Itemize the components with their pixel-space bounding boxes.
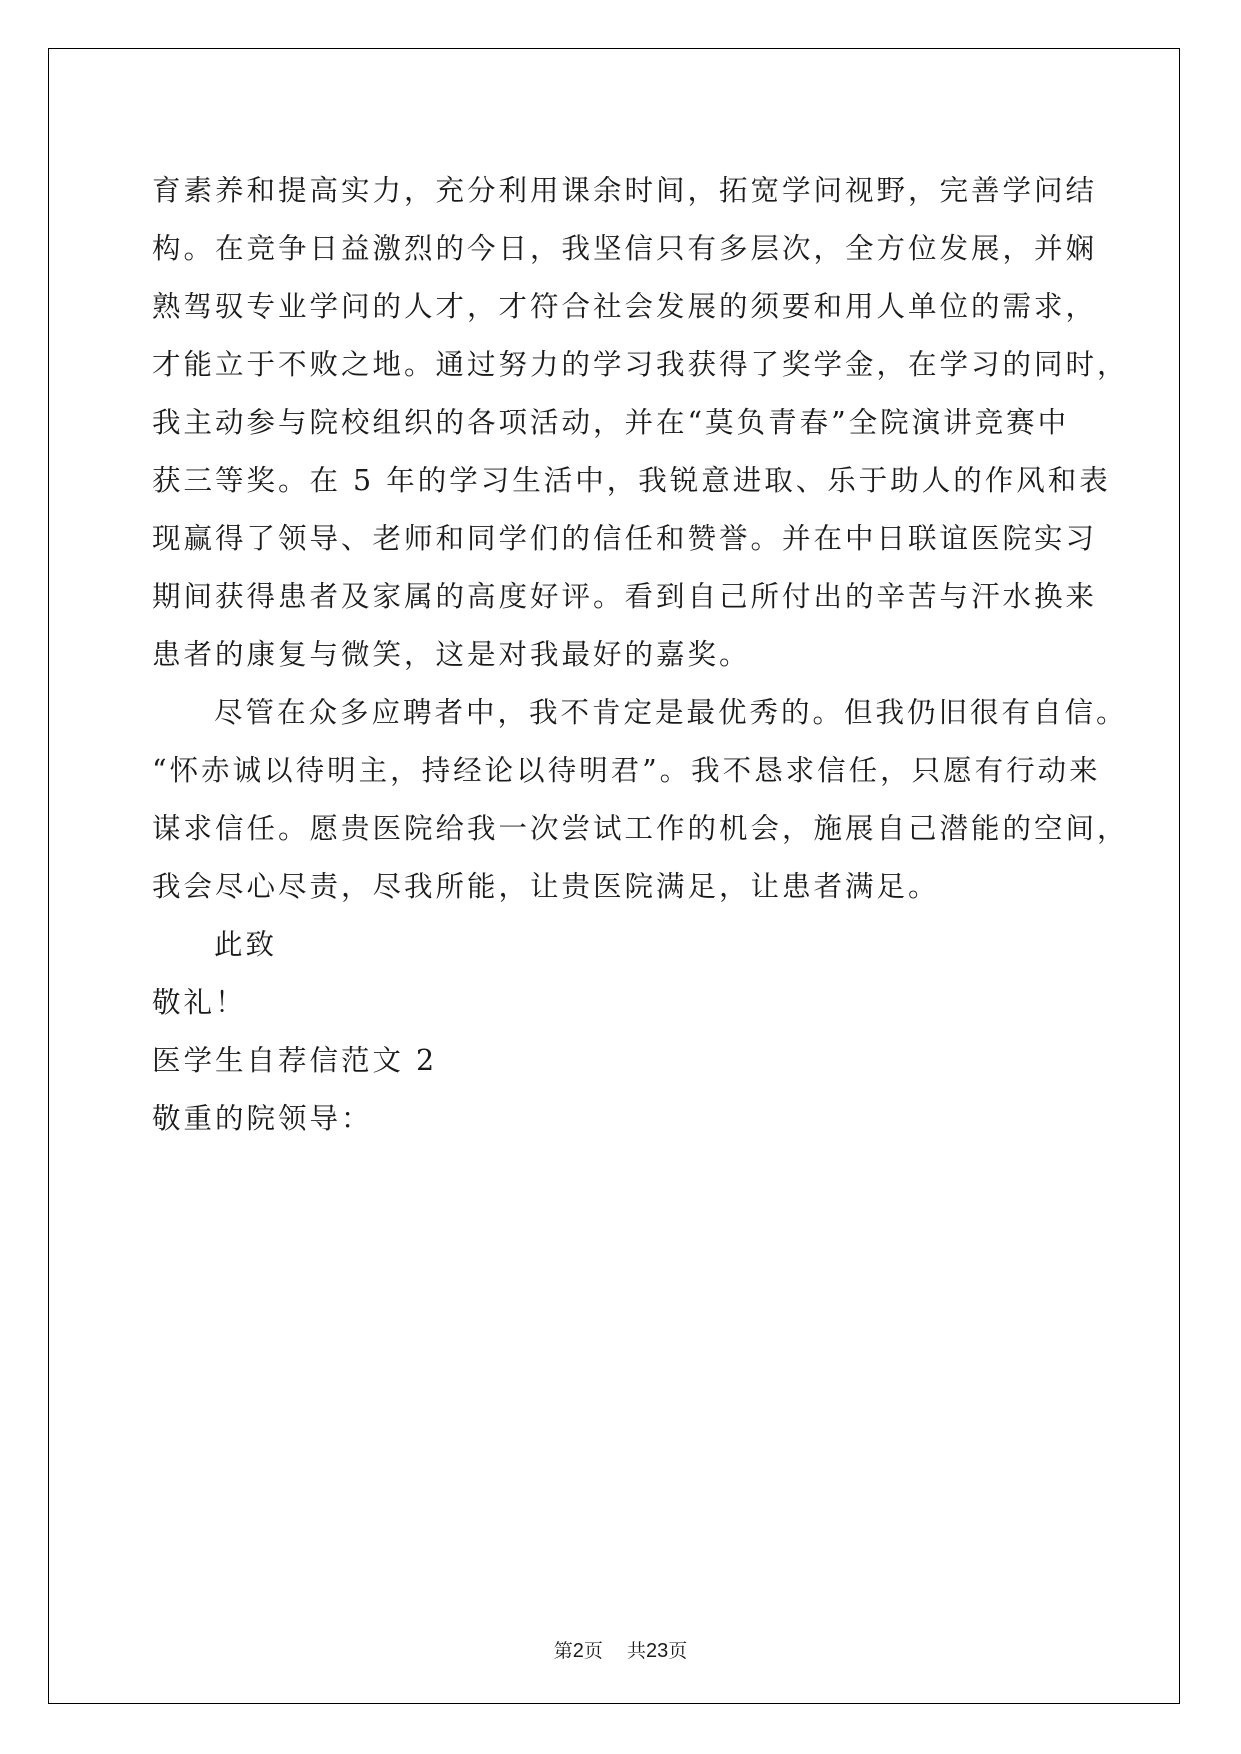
closing-text: 此致 [214, 928, 278, 961]
paragraph-line: 我主动参与院校组织的各项活动，并在“莫负青春”全院演讲竞赛中 [152, 406, 1070, 439]
paragraph-line: 构。在竞争日益激烈的今日，我坚信只有多层次，全方位发展，并娴 [152, 232, 1098, 265]
page-label-suffix: 页 [583, 1640, 603, 1662]
paragraph-line: 现赢得了领导、老师和同学们的信任和赞誉。并在中日联谊医院实习 [152, 522, 1098, 555]
page-number: 2 [572, 1640, 584, 1662]
total-pages: 23 [646, 1640, 669, 1662]
page-footer [0, 1636, 1241, 1663]
salute-text: 敬礼！ [152, 986, 247, 1019]
paragraph-line: 才能立于不败之地。通过努力的学习我获得了奖学金，在学习的同时， [152, 348, 1129, 381]
paragraph-line: 患者的康复与微笑，这是对我最好的嘉奖。 [152, 638, 751, 671]
paragraph-line: 熟驾驭专业学问的人才，才符合社会发展的须要和用人单位的需求， [152, 290, 1098, 323]
paragraph-line: 我会尽心尽责，尽我所能，让贵医院满足，让患者满足。 [152, 870, 940, 903]
greeting-text: 敬重的院领导： [152, 1102, 373, 1135]
letter-body [152, 162, 1129, 1148]
section-heading: 医学生自荐信范文 2 [152, 1044, 438, 1077]
total-label-suffix: 页 [668, 1640, 688, 1662]
paragraph-line: 育素养和提高实力，充分利用课余时间，拓宽学问视野，完善学问结 [152, 174, 1098, 207]
paragraph-line: “怀赤诚以待明主，持经论以待明君”。我不恳求信任，只愿有行动来 [152, 754, 1101, 787]
paragraph-line: 期间获得患者及家属的高度好评。看到自己所付出的辛苦与汗水换来 [152, 580, 1098, 613]
paragraph-line: 获三等奖。在 5 年的学习生活中，我锐意进取、乐于助人的作风和表 [152, 464, 1111, 497]
page-label-prefix: 第 [553, 1640, 573, 1662]
paragraph-line: 尽管在众多应聘者中，我不肯定是最优秀的。但我仍旧很有自信。 [214, 696, 1128, 729]
paragraph-line: 谋求信任。愿贵医院给我一次尝试工作的机会，施展自己潜能的空间， [152, 812, 1129, 845]
total-label-prefix: 共 [627, 1640, 647, 1662]
